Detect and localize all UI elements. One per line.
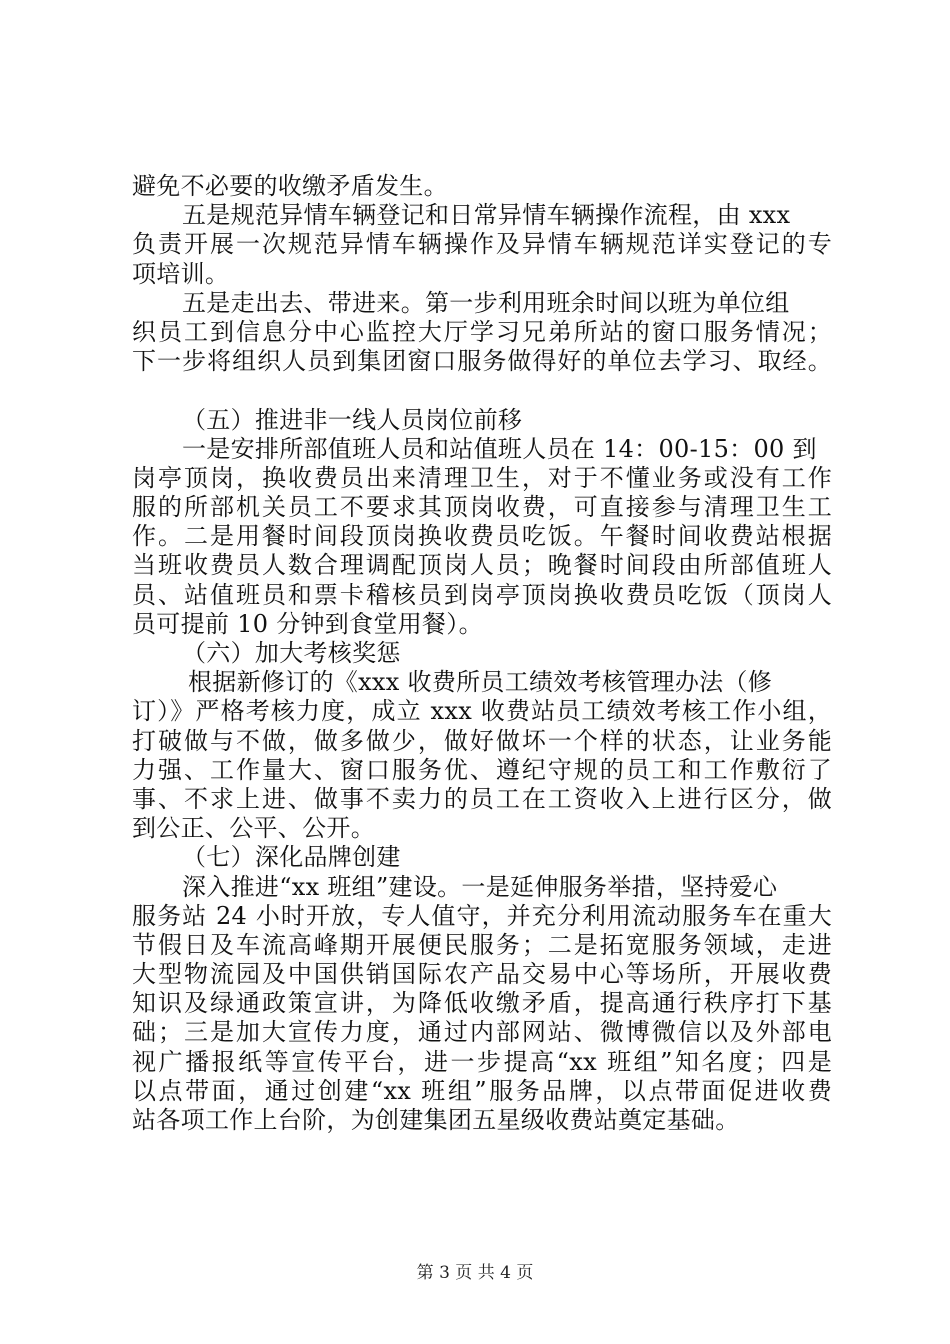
text-line: 视广播报纸等宣传平台，进一步提高“xx 班组”知名度；四是 [132,1047,832,1076]
text-line: 当班收费员人数合理调配顶岗人员；晚餐时间段由所部值班人 [132,551,832,580]
text-line: 五是走出去、带进来。第一步利用班余时间以班为单位组 [182,288,790,317]
text-line: 五是规范异情车辆登记和日常异情车辆操作流程，由 xxx [182,201,791,230]
page-number-footer: 第 3 页 共 4 页 [416,1263,534,1283]
text-line: 深入推进“xx 班组”建设。一是延伸服务举措，坚持爱心 [182,872,778,901]
text-line: 服务站 24 小时开放，专人值守，并充分利用流动服务车在重大 [132,901,832,930]
text-line: 以点带面，通过创建“xx 班组”服务品牌，以点带面促进收费 [132,1076,832,1105]
text-line: 础；三是加大宣传力度，通过内部网站、微博微信以及外部电 [132,1018,832,1047]
text-line: 根据新修订的《xxx 收费所员工绩效考核管理办法（修 [188,668,773,697]
text-line: 打破做与不做，做多做少，做好做坏一个样的状态，让业务能 [132,726,832,755]
paragraph-gap [132,376,832,405]
text-line: 知识及绿通政策宣讲，为降低收缴矛盾，提高通行秩序打下基 [132,989,832,1018]
body-text [132,172,832,1135]
text-line: 到公正、公平、公开。 [132,814,375,843]
text-line: 订）》严格考核力度，成立 xxx 收费站员工绩效考核工作小组， [132,697,832,726]
section-heading: （五）推进非一线人员岗位前移 [182,405,523,434]
text-line: 避免不必要的收缴矛盾发生。 [132,172,448,200]
text-line: 负责开展一次规范异情车辆操作及异情车辆规范详实登记的专 [132,230,832,259]
text-line: 项培训。 [132,259,230,288]
text-line: 大型物流园及中国供销国际农产品交易中心等场所，开展收费 [132,960,832,989]
text-line: 站各项工作上台阶，为创建集团五星级收费站奠定基础。 [132,1106,740,1134]
section-heading: （七）深化品牌创建 [182,843,401,872]
text-line: 力强、工作量大、窗口服务优、遵纪守规的员工和工作敷衍了 [132,755,832,784]
text-line: 一是安排所部值班人员和站值班人员在 14：00-15：00 到 [182,434,817,463]
text-line: 员、站值班员和票卡稽核员到岗亭顶岗换收费员吃饭（顶岗人 [132,580,832,609]
text-line: 事、不求上进、做事不卖力的员工在工资收入上进行区分，做 [132,784,832,813]
text-line: 织员工到信息分中心监控大厅学习兄弟所站的窗口服务情况； [132,317,832,346]
text-line: 作。二是用餐时间段顶岗换收费员吃饭。午餐时间收费站根据 [132,522,832,551]
text-line: 下一步将组织人员到集团窗口服务做得好的单位去学习、取经。 [132,347,832,376]
text-line: 员可提前 10 分钟到食堂用餐）。 [132,609,483,638]
text-line: 岗亭顶岗，换收费员出来清理卫生，对于不懂业务或没有工作 [132,463,832,492]
text-line: 服的所部机关员工不要求其顶岗收费，可直接参与清理卫生工 [132,493,832,522]
text-line: 节假日及车流高峰期开展便民服务；二是拓宽服务领域，走进 [132,930,832,959]
section-heading: （六）加大考核奖惩 [182,639,401,667]
